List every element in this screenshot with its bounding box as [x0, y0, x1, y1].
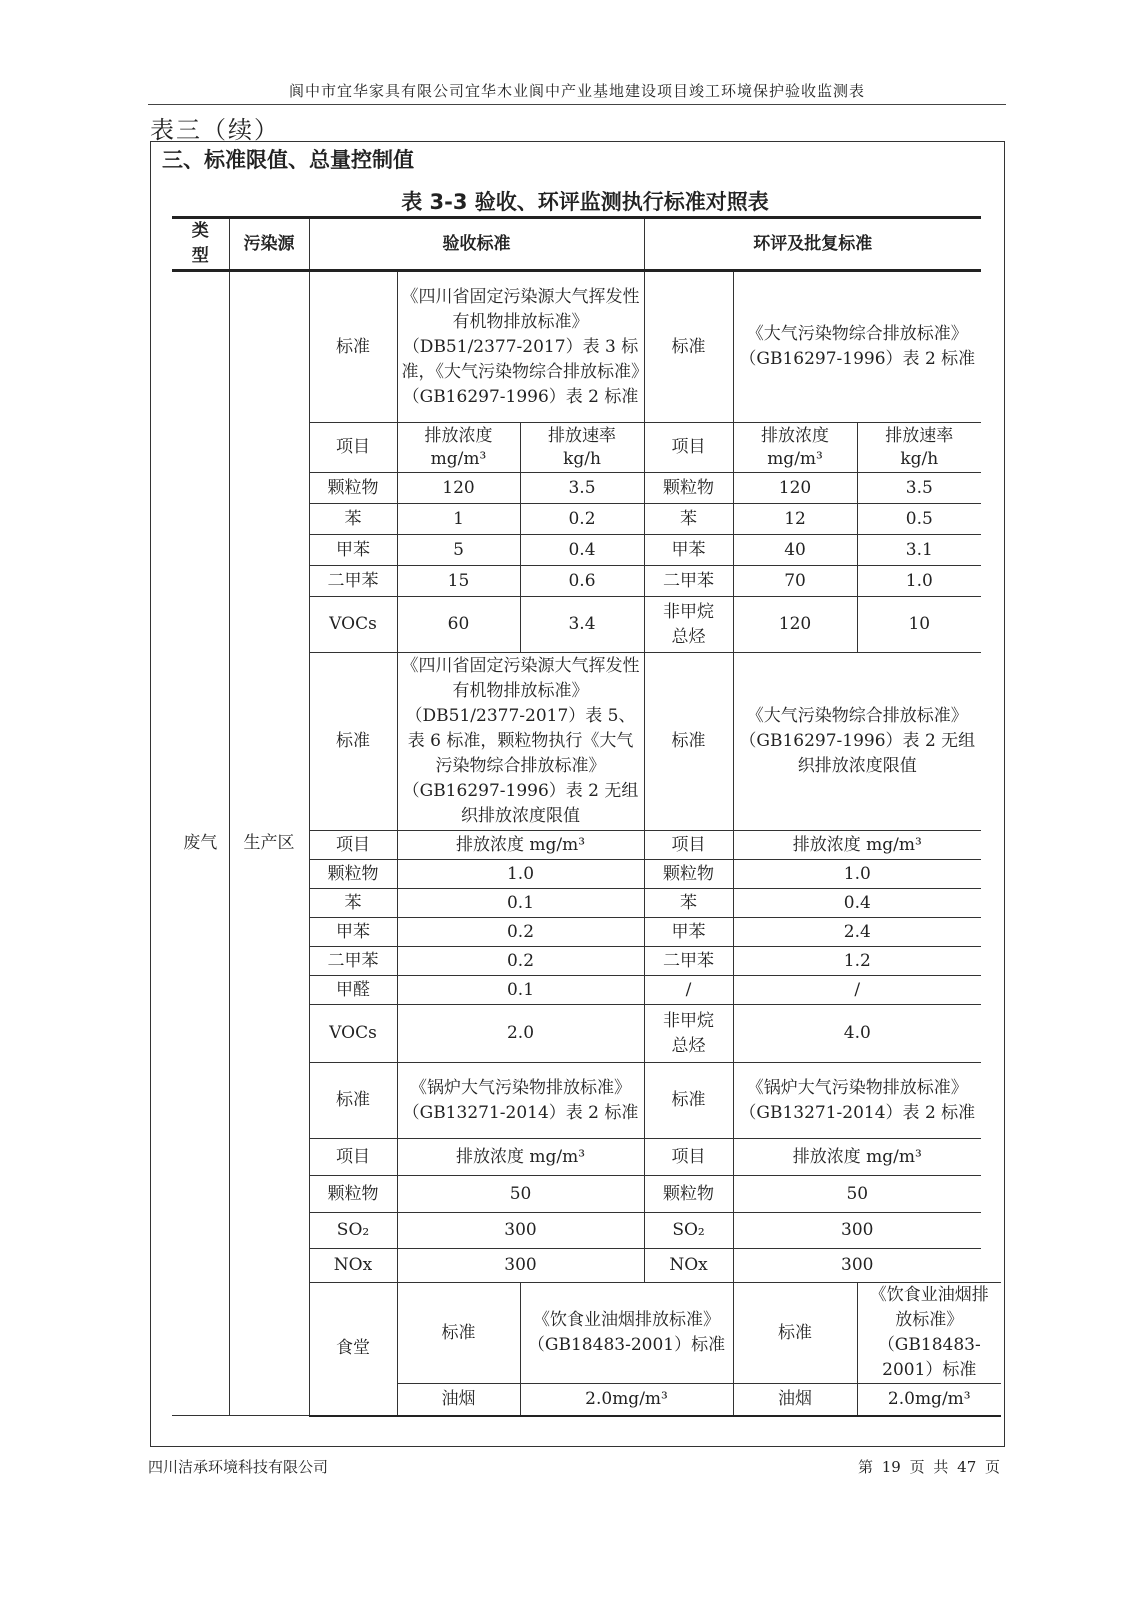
- table-cell: 300: [397, 1213, 644, 1249]
- eia-standard-text: 《饮食业油烟排放标准》（GB18483-2001）标准: [857, 1283, 1001, 1384]
- table-cell: 二甲苯: [644, 566, 733, 597]
- table-cell: 油烟: [733, 1384, 857, 1416]
- table-cell: /: [733, 976, 981, 1005]
- label-standard: 标准: [397, 1283, 520, 1384]
- label-item: 项目: [644, 423, 733, 473]
- table-cell: 二甲苯: [309, 947, 397, 976]
- footer-page-number: 第 19 页 共 47 页: [858, 1458, 1001, 1476]
- table-cell: 0.1: [397, 976, 644, 1005]
- label-item: 项目: [309, 423, 397, 473]
- table-cell: 1: [397, 504, 520, 535]
- table-cell: 0.2: [397, 947, 644, 976]
- table-cell: 10: [857, 597, 981, 653]
- table-cell: 非甲烷 总烃: [644, 597, 733, 653]
- label-conc-single: 排放浓度 mg/m³: [733, 831, 981, 860]
- table-cell: 1.2: [733, 947, 981, 976]
- label-standard: 标准: [644, 1063, 733, 1139]
- label-conc: 排放浓度 mg/m³: [733, 423, 857, 473]
- table-cell: 3.5: [520, 473, 644, 504]
- label-conc-single: 排放浓度 mg/m³: [733, 1139, 981, 1176]
- label-standard: 标准: [309, 653, 397, 831]
- table-cell: 颗粒物: [309, 1176, 397, 1213]
- label-item: 项目: [309, 1139, 397, 1176]
- table-cell: 0.1: [397, 889, 644, 918]
- table-title: 表 3-3 验收、环评监测执行标准对照表: [401, 190, 769, 214]
- header-source: 污染源: [229, 218, 309, 271]
- table-cell: 50: [397, 1176, 644, 1213]
- table-cell: 3.4: [520, 597, 644, 653]
- table-cell: 颗粒物: [644, 1176, 733, 1213]
- table-cell: 颗粒物: [644, 860, 733, 889]
- acc-standard-text: 《锅炉大气污染物排放标准》（GB13271-2014）表 2 标准: [397, 1063, 644, 1139]
- eia-standard-text: 《锅炉大气污染物排放标准》（GB13271-2014）表 2 标准: [733, 1063, 981, 1139]
- table-cell: 4.0: [733, 1005, 981, 1063]
- footer-company: 四川洁承环境科技有限公司: [148, 1458, 329, 1476]
- table-cell: 0.6: [520, 566, 644, 597]
- category-cell: 废气: [172, 271, 229, 1416]
- source-production: 生产区: [229, 271, 309, 1416]
- eia-standard-text: 《大气污染物综合排放标准》（GB16297-1996）表 2 标准: [733, 271, 981, 423]
- header-eia: 环评及批复标准: [644, 218, 981, 271]
- table-cell: SO₂: [309, 1213, 397, 1249]
- label-rate: 排放速率 kg/h: [520, 423, 644, 473]
- table-cell: 甲苯: [309, 918, 397, 947]
- table-cell: 苯: [309, 889, 397, 918]
- table-cell: 40: [733, 535, 857, 566]
- table-cell: VOCs: [309, 1005, 397, 1063]
- label-conc: 排放浓度 mg/m³: [397, 423, 520, 473]
- table-cell: 3.5: [857, 473, 981, 504]
- table-cell: NOx: [309, 1249, 397, 1283]
- acc-standard-text: 《四川省固定污染源大气挥发性有机物排放标准》（DB51/2377-2017）表 3 标准，《大气污染物综合排放标准》（GB16297-1996）表 2 标准: [397, 271, 644, 423]
- table-cell: 0.5: [857, 504, 981, 535]
- label-item: 项目: [309, 831, 397, 860]
- table-cell: 颗粒物: [309, 860, 397, 889]
- table-cell: 二甲苯: [309, 566, 397, 597]
- label-conc-single: 排放浓度 mg/m³: [397, 1139, 644, 1176]
- table-cell: 1.0: [733, 860, 981, 889]
- table-cell: 5: [397, 535, 520, 566]
- label-item: 项目: [644, 1139, 733, 1176]
- table-cell: VOCs: [309, 597, 397, 653]
- continued-label: 表三（续）: [150, 116, 280, 144]
- document-header: 阆中市宜华家具有限公司宜华木业阆中产业基地建设项目竣工环境保护验收监测表: [288, 82, 865, 100]
- table-cell: 0.2: [397, 918, 644, 947]
- standards-comparison-table: [172, 216, 1001, 1417]
- table-cell: 0.2: [520, 504, 644, 535]
- table-cell: 二甲苯: [644, 947, 733, 976]
- acc-standard-text: 《饮食业油烟排放标准》（GB18483-2001）标准: [520, 1283, 733, 1384]
- header-type: 类 型: [172, 218, 229, 271]
- label-item: 项目: [644, 831, 733, 860]
- table-cell: 2.0mg/m³: [857, 1384, 1001, 1416]
- table-cell: 60: [397, 597, 520, 653]
- table-cell: 甲苯: [644, 918, 733, 947]
- table-cell: 甲苯: [644, 535, 733, 566]
- eia-standard-text: 《大气污染物综合排放标准》（GB16297-1996）表 2 无组织排放浓度限值: [733, 653, 981, 831]
- label-standard: 标准: [644, 653, 733, 831]
- acc-standard-text: 《四川省固定污染源大气挥发性有机物排放标准》（DB51/2377-2017）表 5、表 6 标准，颗粒物执行《大气污染物综合排放标准》（GB16297-1996）表 2 无组织排放浓度限值: [397, 653, 644, 831]
- section-title: 三、标准限值、总量控制值: [162, 148, 414, 172]
- label-standard: 标准: [733, 1283, 857, 1384]
- table-cell: 油烟: [397, 1384, 520, 1416]
- table-cell: 2.4: [733, 918, 981, 947]
- table-cell: 苯: [309, 504, 397, 535]
- table-cell: 1.0: [857, 566, 981, 597]
- table-cell: 70: [733, 566, 857, 597]
- table-cell: 非甲烷 总烃: [644, 1005, 733, 1063]
- table-cell: 2.0mg/m³: [520, 1384, 733, 1416]
- table-cell: 300: [397, 1249, 644, 1283]
- table-cell: 50: [733, 1176, 981, 1213]
- label-standard: 标准: [644, 271, 733, 423]
- table-cell: 300: [733, 1249, 981, 1283]
- table-cell: 120: [733, 473, 857, 504]
- table-cell: /: [644, 976, 733, 1005]
- table-cell: 12: [733, 504, 857, 535]
- table-cell: 苯: [644, 889, 733, 918]
- table-cell: 2.0: [397, 1005, 644, 1063]
- label-standard: 标准: [309, 271, 397, 423]
- table-cell: 颗粒物: [309, 473, 397, 504]
- table-cell: 1.0: [397, 860, 644, 889]
- source-canteen: 食堂: [309, 1283, 397, 1416]
- table-cell: 0.4: [733, 889, 981, 918]
- label-standard: 标准: [309, 1063, 397, 1139]
- header-acceptance: 验收标准: [309, 218, 644, 271]
- table-cell: 120: [397, 473, 520, 504]
- table-cell: NOx: [644, 1249, 733, 1283]
- table-cell: 15: [397, 566, 520, 597]
- table-cell: 120: [733, 597, 857, 653]
- table-cell: 颗粒物: [644, 473, 733, 504]
- table-cell: 300: [733, 1213, 981, 1249]
- table-cell: 甲苯: [309, 535, 397, 566]
- label-conc-single: 排放浓度 mg/m³: [397, 831, 644, 860]
- table-cell: 苯: [644, 504, 733, 535]
- table-cell: 0.4: [520, 535, 644, 566]
- table-cell: 3.1: [857, 535, 981, 566]
- table-cell: SO₂: [644, 1213, 733, 1249]
- header-divider: [148, 104, 1006, 105]
- table-cell: 甲醛: [309, 976, 397, 1005]
- label-rate: 排放速率 kg/h: [857, 423, 981, 473]
